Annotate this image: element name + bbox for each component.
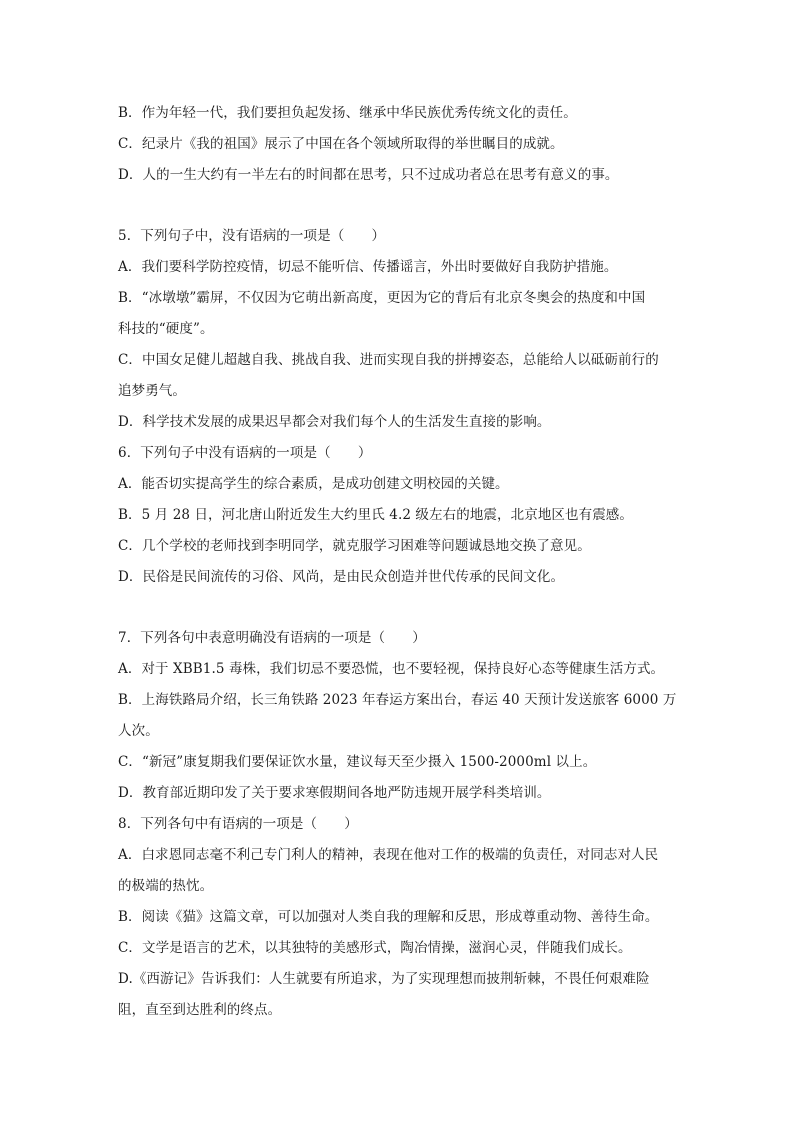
spacer [118,191,684,221]
spacer [118,593,684,623]
text-line: D．科学技术发展的成果迟早都会对我们每个人的生活发生直接的影响。 [118,414,551,430]
question-4-options-continued [118,98,684,191]
text-line: A．我们要科学防控疫情，切忌不能听信、传播谣言，外出时要做好自我防护措施。 [118,259,618,275]
text-line: D．教育部近期印发了关于要求寒假期间各地严防违规开展学科类培训。 [118,785,551,801]
question-5-stem: 5．下列句子中，没有语病的一项是（ ） [118,228,386,244]
text-line: 阻，直至到达胜利的终点。 [118,1002,282,1018]
questions-7-8 [118,623,684,1026]
text-line: A．对于 XBB1.5 毒株，我们切忌不要恐慌，也不要轻视，保持良好心态等健康生活方式。 [118,661,665,677]
text-line: D.《西游记》告诉我们：人生就要有所追求，为了实现理想而披荆斩棘，不畏任何艰难险 [118,971,650,987]
text-line: B．“冰墩墩”霸屏，不仅因为它萌出新高度，更因为它的背后有北京冬奥会的热度和中国 [118,290,646,306]
text-line: C．几个学校的老师找到李明同学，就克服学习困难等问题诚恳地交换了意见。 [118,538,591,554]
question-content [118,98,684,1026]
text-line: 追梦勇气。 [118,383,186,399]
text-line: 科技的“硬度”。 [118,321,214,337]
text-line: C．“新冠”康复期我们要保证饮水量，建议每天至少摄入 1500-2000ml 以上。 [118,754,597,770]
text-line: B．作为年轻一代，我们要担负起发扬、继承中华民族优秀传统文化的责任。 [118,105,577,121]
text-line: B．阅读《猫》这篇文章，可以加强对人类自我的理解和反思，形成尊重动物、善待生命。 [118,909,659,925]
text-line: C．中国女足健儿超越自我、挑战自我、进而实现自我的拼搏姿态，总能给人以砥砺前行的 [118,352,659,368]
text-line: D．民俗是民间流传的习俗、风尚，是由民众创造并世代传承的民间文化。 [118,569,565,585]
text-line: B．5 月 28 日，河北唐山附近发生大约里氏 4.2 级左右的地震，北京地区也有震感。 [118,507,634,523]
text-line: 人次。 [118,723,159,739]
text-line: C．纪录片《我的祖国》展示了中国在各个领域所取得的举世瞩目的成就。 [118,136,564,152]
question-8-stem: 8．下列各句中有语病的一项是（ ） [118,816,358,832]
text-line: A．能否切实提高学生的综合素质，是成功创建文明校园的关键。 [118,476,509,492]
question-6-stem: 6．下列句子中没有语病的一项是（ ） [118,445,372,461]
text-line: A．白求恩同志毫不利己专门利人的精神，表现在他对工作的极端的负责任，对同志对人民 [118,847,659,863]
text-line: D．人的一生大约有一半左右的时间都在思考，只不过成功者总在思考有意义的事。 [118,167,619,183]
text-line: C．文学是语言的艺术，以其独特的美感形式，陶冶情操，滋润心灵，伴随我们成长。 [118,940,632,956]
text-line: 的极端的热忱。 [118,878,214,894]
text-line: B．上海铁路局介绍，长三角铁路 2023 年春运方案出台，春运 40 天预计发送旅客 6000 万 [118,692,677,708]
questions-5-6 [118,221,684,593]
question-7-stem: 7．下列各句中表意明确没有语病的一项是（ ） [118,630,426,646]
